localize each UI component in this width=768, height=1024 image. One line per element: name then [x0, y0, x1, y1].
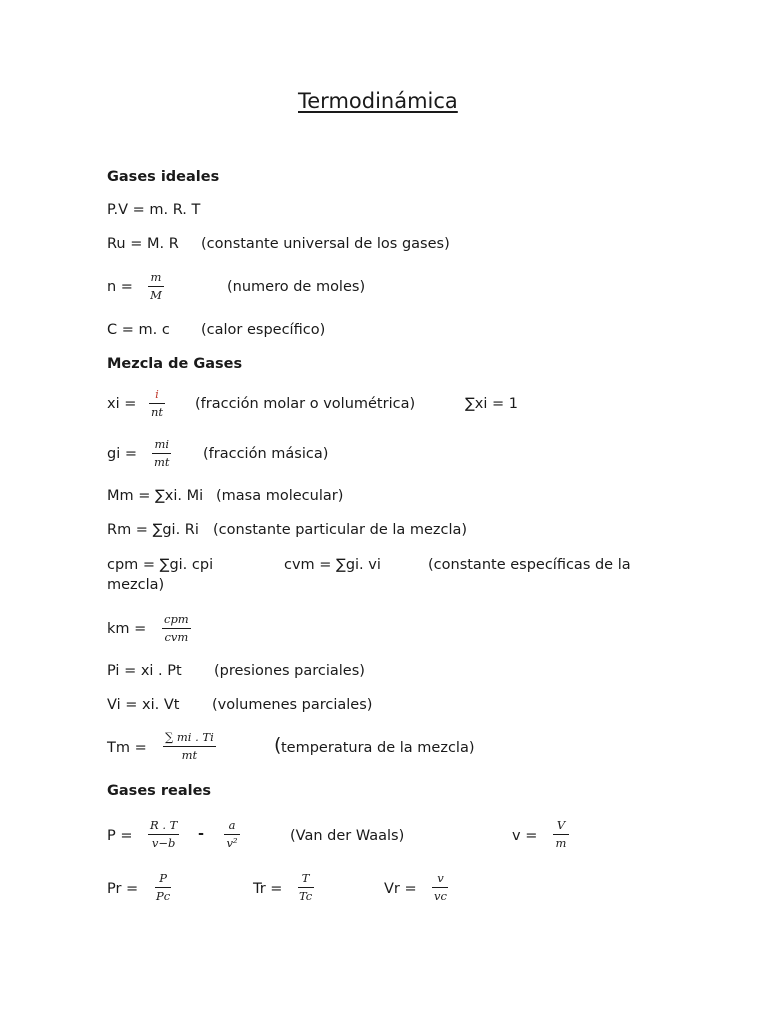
note-ru: (constante universal de los gases)	[201, 236, 450, 252]
fraction-numerator: i	[149, 388, 165, 404]
minus-sign: -	[198, 826, 205, 842]
fraction-denominator: mt	[181, 748, 198, 762]
section-heading-gases-ideales: Gases ideales	[107, 169, 220, 185]
formula-pr-lhs: Pr =	[107, 881, 139, 897]
fraction-denominator: M	[150, 288, 162, 302]
fraction-numerator: ∑ mi . Ti	[163, 731, 216, 747]
open-parenthesis: (	[274, 734, 282, 756]
fraction-numerator: R . T	[148, 819, 179, 835]
fraction-denominator: v²	[226, 836, 238, 850]
fraction-numerator: P	[155, 872, 171, 888]
fraction-numerator: v	[432, 872, 448, 888]
section-heading-gases-reales: Gases reales	[107, 783, 212, 799]
formula-pi: Pi = xi . Pt	[107, 663, 182, 679]
note-mm: (masa molecular)	[216, 488, 344, 504]
fraction-numerator: a	[224, 819, 240, 835]
fraction-numerator: m	[148, 271, 164, 287]
note-c: (calor específico)	[201, 322, 326, 338]
fraction-tr	[297, 872, 314, 903]
formula-n-lhs: n =	[107, 279, 133, 295]
fraction-p-first	[148, 819, 179, 850]
formula-km-lhs: km =	[107, 621, 147, 637]
note-rm: (constante particular de la mezcla)	[213, 522, 468, 538]
fraction-denominator: nt	[151, 405, 164, 419]
note-xi: (fracción molar o volumétrica)	[195, 396, 416, 412]
fraction-numerator: V	[553, 819, 569, 835]
note-gi: (fracción másica)	[203, 446, 329, 462]
fraction-denominator: mt	[154, 455, 170, 469]
formula-p-lhs: P =	[107, 828, 133, 844]
fraction-denominator: Tc	[299, 889, 313, 903]
formula-xi-sum: ∑xi = 1	[465, 396, 518, 412]
formula-rm: Rm = ∑gi. Ri	[107, 522, 199, 538]
formula-vi: Vi = xi. Vt	[107, 697, 180, 713]
note-n: (numero de moles)	[227, 279, 366, 295]
fraction-numerator: cpm	[162, 613, 191, 629]
formula-tm-lhs: Tm =	[107, 740, 147, 756]
formula-pv: P.V = m. R. T	[107, 202, 201, 218]
page-title: Termodinámica	[298, 89, 458, 113]
fraction-denominator: cvm	[164, 630, 189, 644]
fraction-tm	[163, 731, 216, 762]
fraction-vr	[432, 872, 449, 903]
formula-cvm: cvm = ∑gi. vi	[284, 557, 381, 573]
formula-vr-lhs: Vr =	[384, 881, 417, 897]
fraction-km	[162, 613, 191, 644]
note-van-der-waals: (Van der Waals)	[290, 828, 405, 844]
note-cpm: (constante específicas de la	[428, 557, 631, 573]
note-vi: (volumenes parciales)	[212, 697, 373, 713]
section-heading-mezcla: Mezcla de Gases	[107, 356, 243, 372]
fraction-denominator: m	[555, 836, 567, 850]
fraction-denominator: vc	[434, 889, 447, 903]
note-pi: (presiones parciales)	[214, 663, 365, 679]
formula-xi-lhs: xi =	[107, 396, 137, 412]
fraction-numerator: T	[298, 872, 314, 888]
fraction-numerator: mi	[152, 438, 171, 454]
formula-mm: Mm = ∑xi. Mi	[107, 488, 204, 504]
fraction-n	[148, 271, 164, 302]
formula-cpm: cpm = ∑gi. cpi	[107, 557, 214, 573]
fraction-xi	[149, 388, 165, 419]
note-tm: temperatura de la mezcla)	[281, 740, 475, 756]
note-cpm-continued: mezcla)	[107, 577, 165, 593]
fraction-p-second	[224, 819, 240, 850]
formula-ru: Ru = M. R	[107, 236, 179, 252]
formula-c: C = m. c	[107, 322, 170, 338]
fraction-v	[553, 819, 569, 850]
formula-v-lhs: v =	[512, 828, 538, 844]
formula-gi-lhs: gi =	[107, 446, 137, 462]
fraction-pr	[154, 872, 172, 903]
fraction-denominator: Pc	[156, 889, 171, 903]
fraction-denominator: v−b	[151, 836, 176, 850]
fraction-gi	[152, 438, 172, 469]
formula-tr-lhs: Tr =	[253, 881, 283, 897]
